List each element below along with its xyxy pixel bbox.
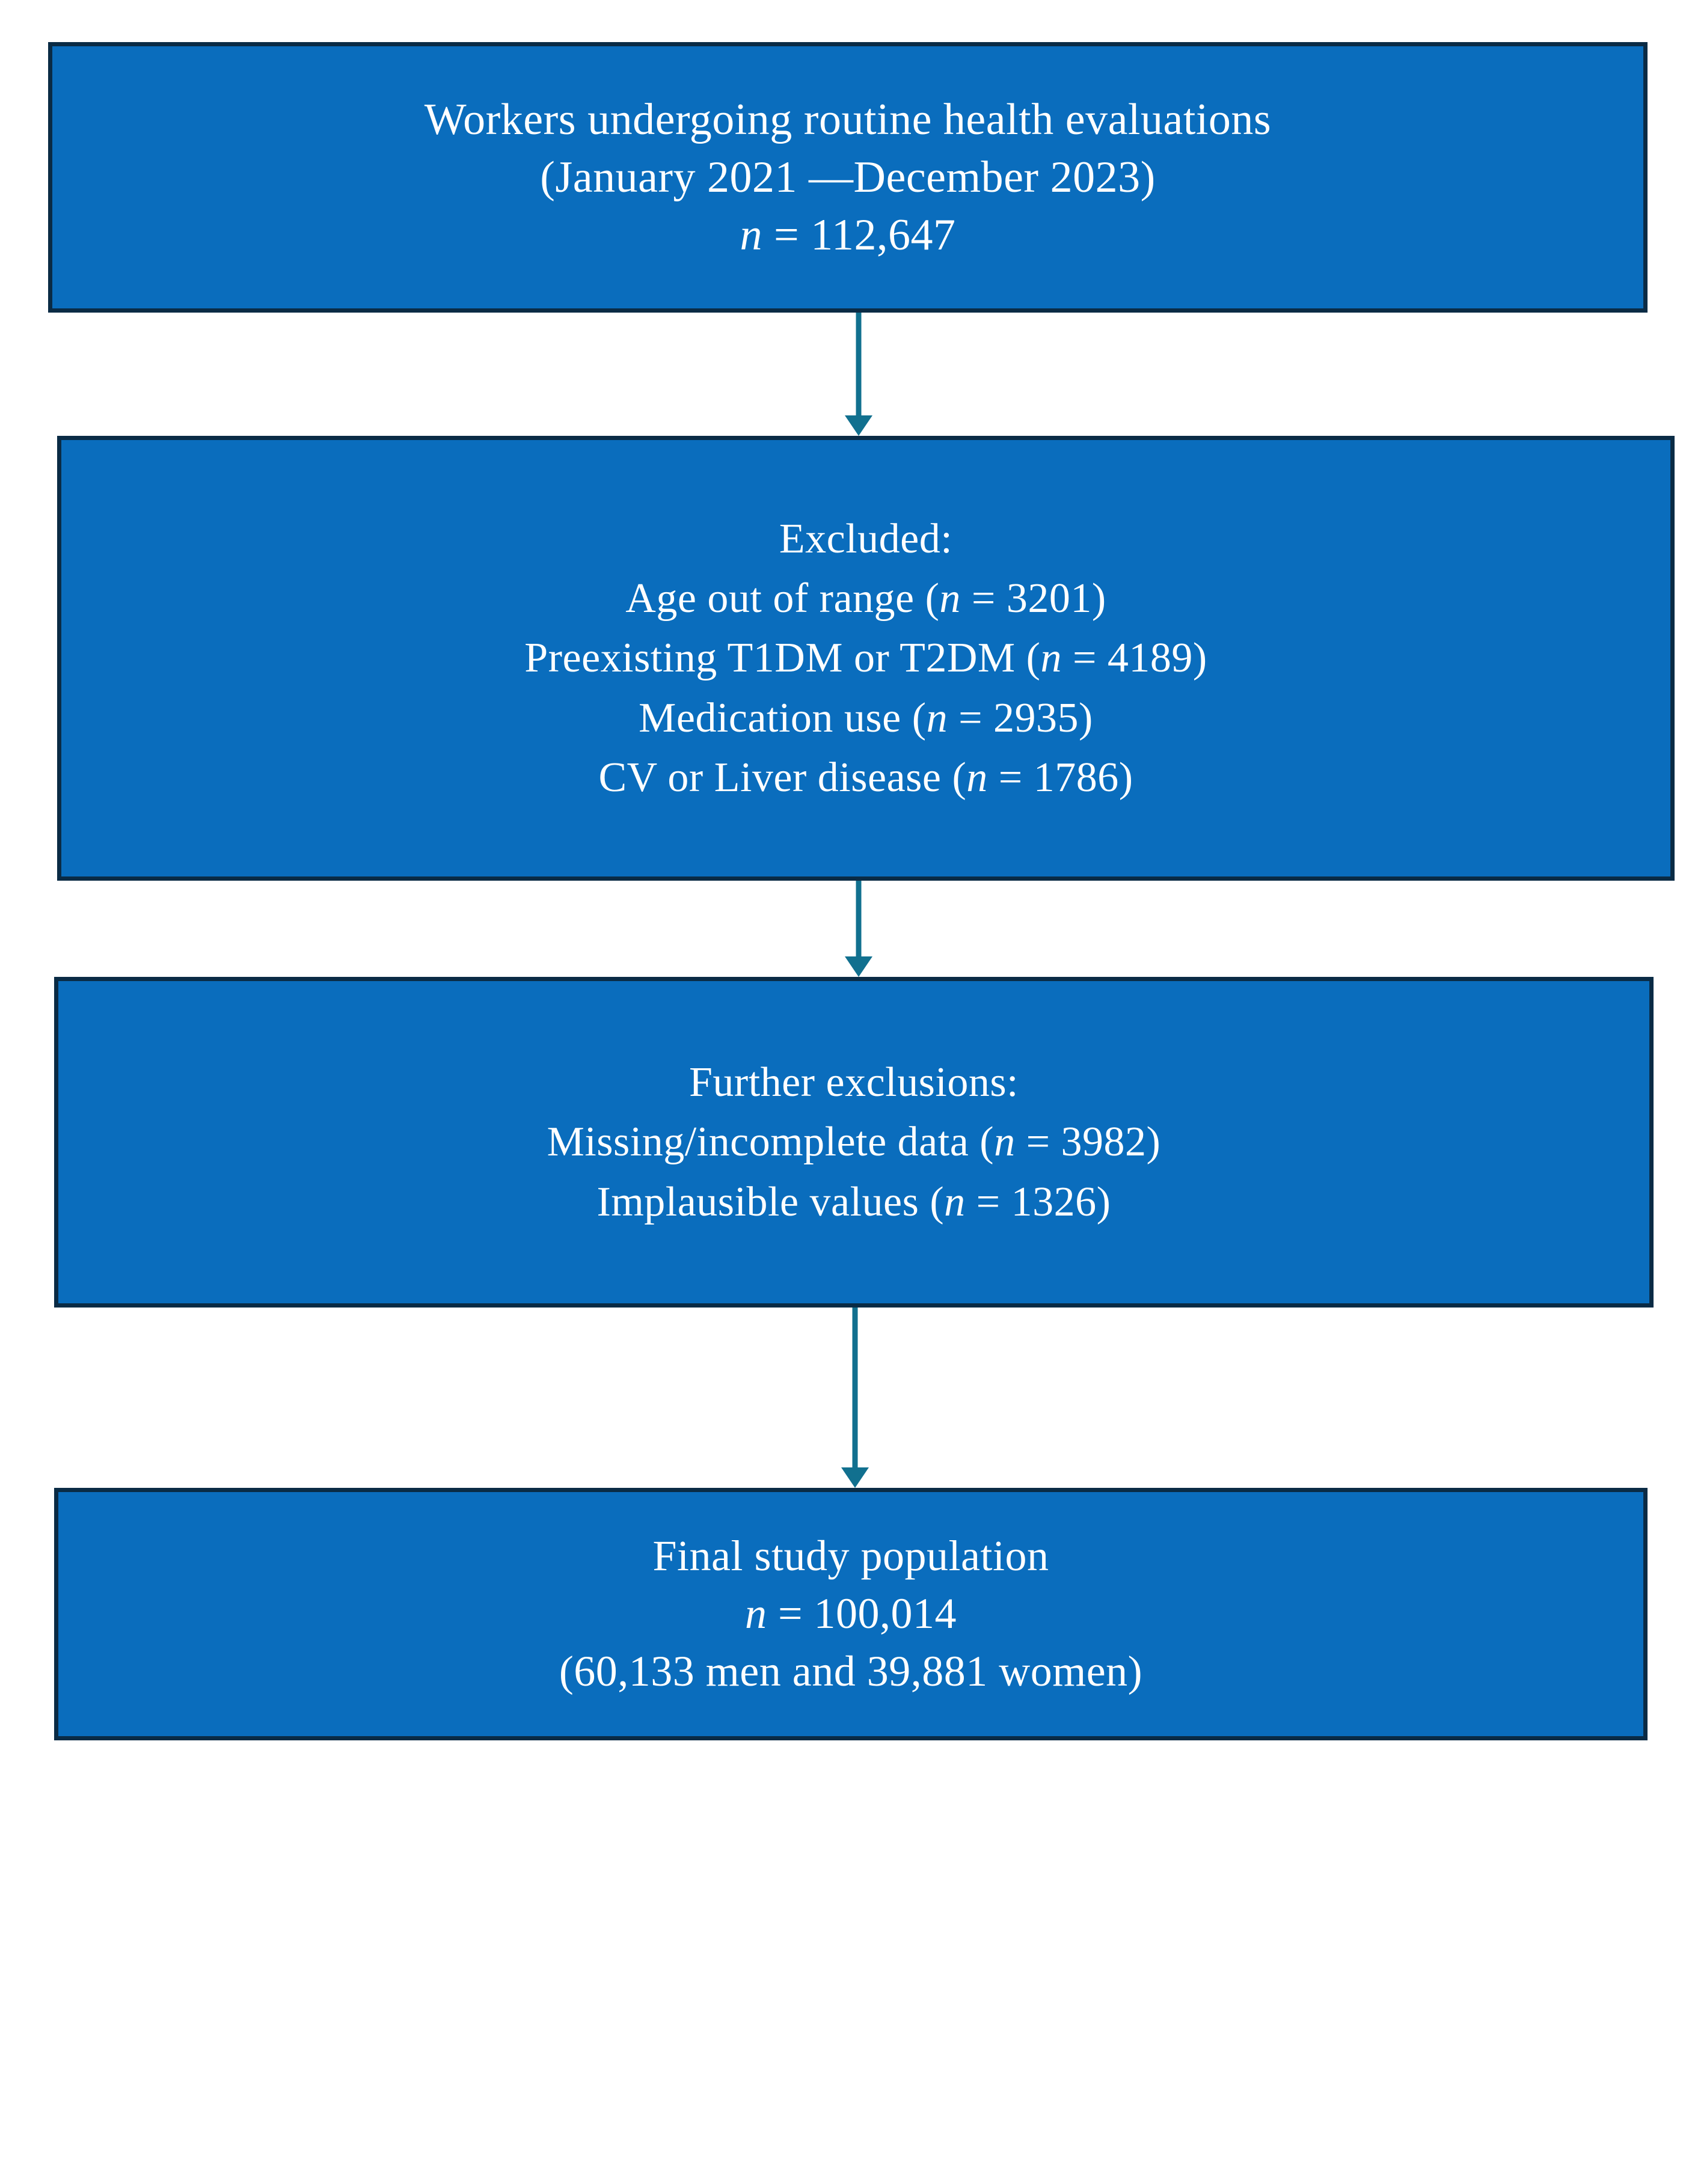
excluded-line-4-text-b: = 2935) xyxy=(948,694,1093,741)
arrow-shaft xyxy=(856,881,862,960)
excluded-line-4-n-symbol: n xyxy=(926,694,948,741)
down-arrow-icon-3 xyxy=(843,1308,867,1488)
final-line-1: Final study population xyxy=(652,1532,1049,1580)
further-line-3-n-symbol: n xyxy=(944,1178,966,1225)
further-line-2-n-symbol: n xyxy=(994,1119,1016,1166)
further-line-3-text-a: Implausible values ( xyxy=(596,1178,945,1225)
excluded-line-5-text-b: = 1786) xyxy=(987,754,1133,801)
arrow-head xyxy=(845,415,872,436)
enrollment-n-value: = 112,647 xyxy=(762,210,956,260)
excluded-line-1: Excluded: xyxy=(779,515,953,562)
enrollment-n-symbol: n xyxy=(740,210,762,260)
arrow-shaft xyxy=(856,313,862,421)
further-line-1: Further exclusions: xyxy=(688,1059,1019,1106)
excluded-line-5-text-a: CV or Liver disease ( xyxy=(598,754,967,801)
enrollment-line-3 xyxy=(740,206,956,264)
final-line-3: (60,133 men and 39,881 women) xyxy=(559,1647,1143,1695)
excluded-line-3-text-b: = 4189) xyxy=(1061,635,1207,682)
excluded-line-3 xyxy=(524,628,1207,688)
excluded-line-2-text-b: = 3201) xyxy=(960,575,1106,622)
further-exclusions-box xyxy=(54,977,1654,1308)
excluded-line-4-text-a: Medication use ( xyxy=(639,694,927,741)
excluded-line-2-n-symbol: n xyxy=(939,575,961,622)
final-population-box xyxy=(54,1488,1648,1740)
further-line-2-text-b: = 3982) xyxy=(1015,1119,1161,1166)
excluded-line-2 xyxy=(625,569,1106,628)
down-arrow-icon-1 xyxy=(847,313,871,436)
down-arrow-icon-2 xyxy=(847,881,871,977)
further-line-3-text-b: = 1326) xyxy=(965,1178,1111,1225)
arrow-head xyxy=(845,956,872,977)
enrollment-line-2: (January 2021 —December 2023) xyxy=(540,152,1156,202)
final-n-symbol: n xyxy=(744,1589,767,1638)
final-line-2 xyxy=(745,1585,957,1643)
excluded-line-3-n-symbol: n xyxy=(1040,635,1062,682)
excluded-line-4 xyxy=(639,688,1093,748)
top-spacer xyxy=(24,24,1662,42)
further-line-2 xyxy=(547,1112,1161,1172)
excluded-line-2-text-a: Age out of range ( xyxy=(625,575,940,622)
arrow-head xyxy=(841,1467,869,1488)
further-line-3 xyxy=(597,1172,1111,1232)
excluded-box xyxy=(57,436,1675,881)
enrollment-line-1: Workers undergoing routine health evaluations xyxy=(424,94,1272,144)
enrollment-box xyxy=(48,42,1648,313)
arrow-shaft xyxy=(853,1308,858,1470)
excluded-line-5-n-symbol: n xyxy=(966,754,988,801)
final-n-value: = 100,014 xyxy=(767,1589,957,1638)
excluded-line-5 xyxy=(598,748,1133,807)
excluded-line-3-text-a: Preexisting T1DM or T2DM ( xyxy=(524,635,1041,682)
further-line-2-text-a: Missing/incomplete data ( xyxy=(547,1119,995,1166)
